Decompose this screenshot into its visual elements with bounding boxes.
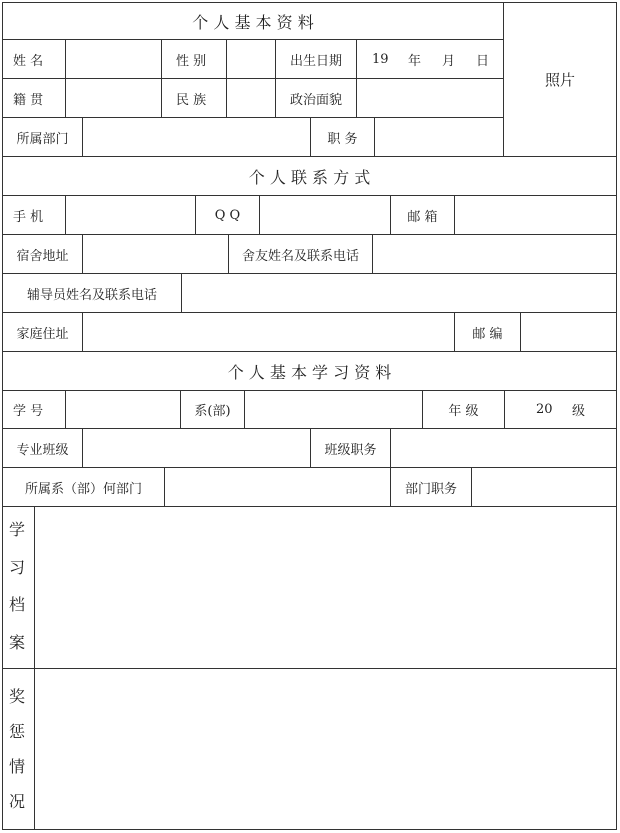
qq-label: Q Q xyxy=(214,207,241,223)
awards-char: 况 xyxy=(8,792,25,811)
name-field[interactable] xyxy=(66,40,161,78)
study-record-char: 案 xyxy=(8,632,25,652)
dept-organization-field[interactable] xyxy=(165,468,390,506)
political-status-field[interactable] xyxy=(357,79,503,117)
phone-field[interactable] xyxy=(66,196,195,234)
roommate-contact-field[interactable] xyxy=(373,235,616,273)
position-field[interactable] xyxy=(375,118,503,156)
phone-label: 手 机 xyxy=(13,209,44,225)
study-record-char: 档 xyxy=(8,595,25,615)
native-place-field[interactable] xyxy=(66,79,161,117)
ethnicity-field[interactable] xyxy=(227,79,275,117)
grade-label: 年 级 xyxy=(448,404,479,419)
dept-position-field[interactable] xyxy=(472,468,616,506)
native-place-label: 籍 贯 xyxy=(13,92,44,108)
major-class-field[interactable] xyxy=(83,429,310,467)
grade-prefix: 20 xyxy=(536,402,553,417)
roommate-contact-label: 舍友姓名及联系电话 xyxy=(241,248,359,264)
department-label: 所属部门 xyxy=(16,131,69,147)
counselor-contact-label: 辅导员姓名及联系电话 xyxy=(26,287,157,303)
name-label: 姓 名 xyxy=(13,53,44,69)
department-dept-field[interactable] xyxy=(245,391,422,428)
position-label: 职 务 xyxy=(327,131,358,147)
dorm-address-field[interactable] xyxy=(83,235,228,273)
border-right xyxy=(616,2,617,830)
study-record-char: 习 xyxy=(8,557,25,577)
home-address-label: 家庭住址 xyxy=(16,326,69,342)
gender-label: 性 别 xyxy=(176,53,207,69)
section-title-basic: 个 人 基 本 资 料 xyxy=(192,12,314,32)
dept-position-label: 部门职务 xyxy=(404,481,457,497)
birth-date-label: 出生日期 xyxy=(289,53,342,69)
qq-field[interactable] xyxy=(260,196,390,234)
month-label: 月 xyxy=(442,53,456,69)
awards-char: 惩 xyxy=(8,722,25,741)
year-label: 年 xyxy=(408,53,422,69)
grade-field[interactable] xyxy=(505,391,616,428)
photo-label: 照片 xyxy=(544,71,575,89)
awards-char: 奖 xyxy=(8,687,25,706)
class-position-label: 班级职务 xyxy=(324,442,377,458)
awards-char: 情 xyxy=(8,757,25,776)
ethnicity-label: 民 族 xyxy=(176,92,207,108)
home-address-field[interactable] xyxy=(83,313,454,351)
department-dept-label: 系(部) xyxy=(194,404,231,419)
grade-suffix: 级 xyxy=(572,404,586,419)
student-id-label: 学 号 xyxy=(13,404,44,419)
dept-organization-label: 所属系（部）何部门 xyxy=(24,481,142,497)
border-bottom xyxy=(2,829,617,830)
class-position-field[interactable] xyxy=(391,429,616,467)
department-field[interactable] xyxy=(83,118,310,156)
dorm-address-label: 宿舍地址 xyxy=(16,248,69,264)
study-record-label xyxy=(2,517,32,653)
email-field[interactable] xyxy=(455,196,616,234)
awards-punishments-field[interactable] xyxy=(35,669,616,829)
postcode-label: 邮 编 xyxy=(472,326,503,342)
email-label: 邮 箱 xyxy=(407,209,438,225)
awards-punishments-label xyxy=(2,684,32,812)
political-status-label: 政治面貌 xyxy=(289,92,342,108)
postcode-field[interactable] xyxy=(521,313,616,351)
counselor-contact-field[interactable] xyxy=(182,274,616,312)
section-title-study: 个 人 基 本 学 习 资 料 xyxy=(227,362,392,382)
day-label: 日 xyxy=(476,53,490,69)
study-record-field[interactable] xyxy=(35,507,616,668)
student-id-field[interactable] xyxy=(66,391,180,428)
birth-date-field[interactable] xyxy=(357,40,503,78)
major-class-label: 专业班级 xyxy=(16,442,69,458)
section-title-contact: 个 人 联 系 方 式 xyxy=(248,167,371,187)
study-record-char: 学 xyxy=(8,520,25,539)
gender-field[interactable] xyxy=(227,40,275,78)
birth-year-prefix: 19 xyxy=(372,51,389,67)
